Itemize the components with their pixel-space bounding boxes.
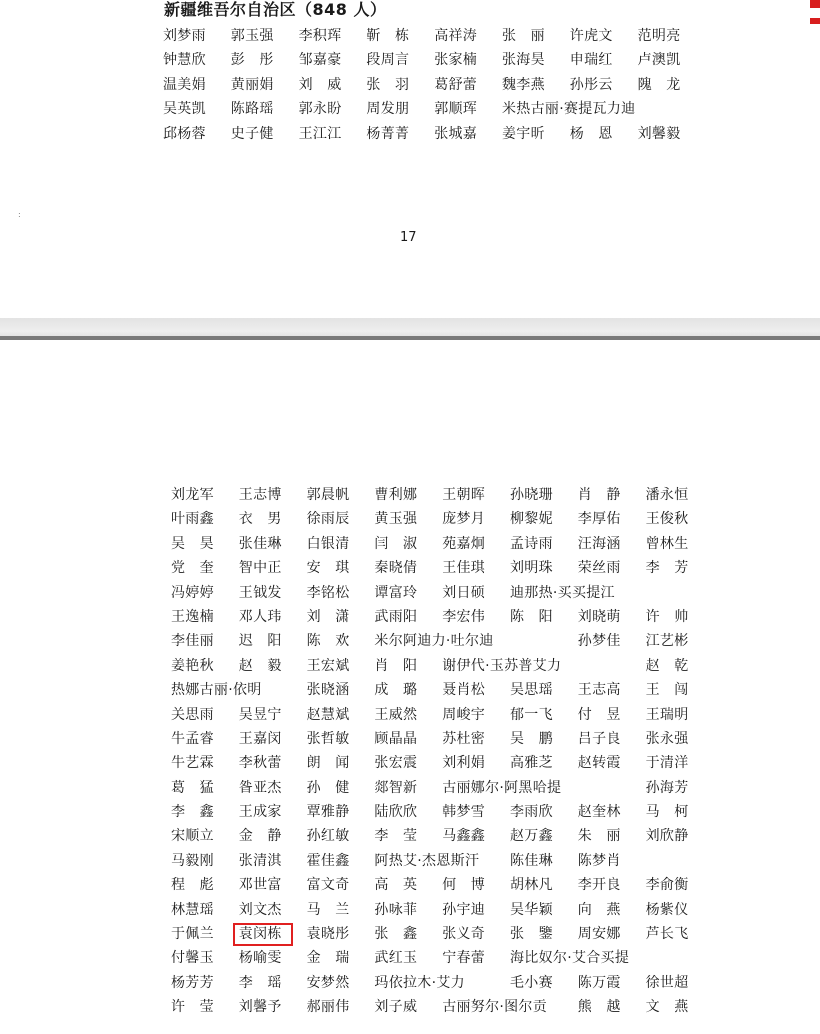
name-entry: 史子健 — [230, 125, 274, 142]
name-entry: 葛 猛 — [171, 779, 214, 796]
name-entry: 李 莹 — [374, 828, 418, 845]
name-entry: 王钺发 — [238, 584, 282, 601]
name-entry: 迪那热·买买提江 — [510, 584, 615, 601]
name-entry: 孙海芳 — [645, 779, 689, 796]
name-row — [171, 507, 731, 531]
name-entry: 米热古丽·赛提瓦力迪 — [502, 101, 636, 118]
name-entry: 王朝晖 — [442, 487, 486, 503]
name-row — [171, 629, 731, 653]
name-entry: 马毅刚 — [171, 852, 214, 869]
name-entry: 武雨阳 — [374, 608, 418, 625]
name-entry: 刘龙军 — [171, 487, 214, 503]
name-entry: 王志博 — [238, 487, 282, 503]
name-entry: 马 兰 — [306, 901, 350, 918]
name-entry: 吕子良 — [577, 730, 621, 747]
name-entry: 高 英 — [374, 877, 418, 894]
name-entry: 段周言 — [366, 52, 410, 69]
name-entry: 高祥涛 — [434, 28, 478, 44]
name-entry: 曹利娜 — [374, 487, 418, 503]
name-entry: 韩梦雪 — [442, 804, 486, 821]
name-entry: 向 燕 — [577, 901, 621, 918]
name-row — [163, 48, 703, 72]
name-entry: 邓人玮 — [238, 608, 282, 625]
name-row — [171, 898, 731, 922]
name-entry: 张清淇 — [238, 852, 282, 869]
name-entry: 张宏震 — [374, 755, 418, 772]
name-entry: 安梦然 — [306, 974, 350, 991]
name-entry: 金 静 — [238, 828, 282, 845]
name-row — [171, 971, 731, 995]
name-entry: 海比奴尔·艾合买提 — [510, 950, 630, 967]
name-entry: 熊 越 — [577, 999, 621, 1016]
name-entry: 张 羽 — [366, 76, 410, 93]
name-entry: 李 瑶 — [238, 974, 282, 991]
name-entry: 周安娜 — [577, 926, 621, 943]
name-entry: 郭玉强 — [230, 28, 274, 44]
name-row — [171, 654, 731, 678]
name-entry: 郁一飞 — [510, 706, 553, 723]
name-entry: 陈路瑶 — [230, 101, 274, 118]
name-entry: 玛依拉木·艾力 — [374, 974, 465, 991]
name-entry: 高雅芝 — [510, 755, 553, 772]
name-entry: 宁春蕾 — [442, 950, 486, 967]
name-entry: 赵奎林 — [577, 804, 621, 821]
name-row — [171, 556, 731, 580]
name-entry: 王逸楠 — [171, 608, 214, 625]
name-entry: 昝亚杰 — [238, 779, 282, 796]
name-entry: 钟慧欣 — [163, 52, 206, 69]
name-entry: 芦长飞 — [645, 926, 689, 943]
name-list-top — [163, 24, 703, 146]
name-entry: 张城嘉 — [434, 125, 478, 142]
name-row — [171, 751, 731, 775]
name-entry: 聂肖松 — [442, 682, 486, 699]
name-row — [171, 995, 731, 1019]
name-entry: 张永强 — [645, 730, 689, 747]
name-row — [163, 73, 703, 97]
name-entry: 刘 潇 — [306, 608, 350, 625]
name-entry: 王佳琪 — [442, 560, 486, 577]
name-entry: 李开良 — [577, 877, 621, 894]
name-entry: 闫 淑 — [374, 535, 418, 552]
name-entry: 吴思瑶 — [510, 682, 553, 699]
name-entry: 许 帅 — [645, 608, 689, 625]
name-entry: 申瑞红 — [569, 52, 613, 69]
name-row — [171, 532, 731, 556]
name-entry: 孙红敏 — [306, 828, 350, 845]
name-entry: 苑嘉炯 — [442, 535, 486, 552]
name-entry: 付 昱 — [577, 706, 621, 723]
name-entry: 毛小赛 — [510, 974, 553, 991]
name-row — [171, 873, 731, 897]
name-entry: 姜宇昕 — [502, 125, 545, 142]
name-entry: 吴昱宁 — [238, 706, 282, 723]
name-entry: 刘晓萌 — [577, 608, 621, 625]
name-entry: 朱 丽 — [577, 828, 621, 845]
name-entry: 叶雨鑫 — [171, 511, 214, 528]
name-entry: 江艺彬 — [645, 633, 689, 650]
name-entry: 谢伊代·玉苏普艾力 — [442, 657, 562, 674]
name-entry: 张 鑒 — [510, 926, 553, 943]
name-entry: 程 彪 — [171, 877, 214, 894]
name-entry: 李雨欣 — [510, 804, 553, 821]
name-entry: 柳黎妮 — [510, 511, 553, 528]
name-entry: 许虎文 — [569, 28, 613, 44]
name-entry: 赵 乾 — [645, 657, 689, 674]
name-entry: 杨紫仪 — [645, 901, 689, 918]
name-entry: 郯智新 — [374, 779, 418, 796]
name-entry: 陈 欢 — [306, 633, 350, 650]
name-entry: 荣丝雨 — [577, 560, 621, 577]
name-entry: 温美娟 — [163, 76, 206, 93]
name-entry: 牛艺霖 — [171, 755, 214, 772]
name-entry: 阿热艾·杰恩斯汗 — [374, 852, 480, 869]
name-entry: 杨菁菁 — [366, 125, 410, 142]
name-row — [171, 605, 731, 629]
name-entry: 邹嘉豪 — [298, 52, 342, 69]
name-entry: 黄丽娟 — [230, 76, 274, 93]
name-entry: 朗 闻 — [306, 755, 350, 772]
name-entry: 郭晨帆 — [306, 487, 350, 503]
name-entry: 孙晓珊 — [510, 487, 553, 503]
document-page-top — [0, 0, 820, 318]
name-entry: 刘 威 — [298, 76, 342, 93]
name-entry: 陈梦肖 — [577, 852, 621, 869]
highlight-box — [233, 923, 293, 946]
name-entry: 王江江 — [298, 125, 342, 142]
name-entry: 孙 健 — [306, 779, 350, 796]
name-entry: 张义奇 — [442, 926, 486, 943]
name-entry: 卢澳凯 — [637, 52, 681, 69]
name-entry: 安 琪 — [306, 560, 350, 577]
name-row — [163, 24, 703, 48]
name-entry: 古丽努尔·图尔贡 — [442, 999, 548, 1016]
name-entry: 刘梦雨 — [163, 28, 206, 44]
name-entry: 孙彤云 — [569, 76, 613, 93]
region-heading: 新疆维吾尔自治区（848 人） — [164, 0, 387, 19]
name-entry: 徐雨辰 — [306, 511, 350, 528]
name-entry: 郝丽伟 — [306, 999, 350, 1016]
name-entry: 于佩兰 — [171, 926, 214, 943]
name-entry: 于清洋 — [645, 755, 689, 772]
name-entry: 吴 鹏 — [510, 730, 553, 747]
name-entry: 关思雨 — [171, 706, 214, 723]
name-entry: 赵转霞 — [577, 755, 621, 772]
name-entry: 靳 栋 — [366, 28, 410, 44]
name-entry: 杨 恩 — [569, 125, 613, 142]
name-entry: 林慧瑶 — [171, 901, 214, 918]
name-entry: 孙梦佳 — [577, 633, 621, 650]
name-entry: 范明亮 — [637, 28, 681, 44]
name-entry: 白银清 — [306, 535, 350, 552]
name-entry: 冯婷婷 — [171, 584, 214, 601]
name-entry: 彭 彤 — [230, 52, 274, 69]
name-entry: 宋顺立 — [171, 828, 214, 845]
name-row — [171, 946, 731, 970]
name-entry: 富文奇 — [306, 877, 350, 894]
name-entry: 李秋蕾 — [238, 755, 282, 772]
name-entry: 周发朋 — [366, 101, 410, 118]
name-entry: 覃雅静 — [306, 804, 350, 821]
name-entry: 张 鑫 — [374, 926, 418, 943]
name-entry: 刘欣静 — [645, 828, 689, 845]
name-entry: 秦晓倩 — [374, 560, 418, 577]
scan-mark: : — [18, 210, 21, 219]
name-entry: 李铭松 — [306, 584, 350, 601]
page-edge-mark — [810, 18, 820, 24]
name-entry: 邱杨蓉 — [163, 125, 206, 142]
name-list-bottom — [171, 483, 731, 1020]
name-entry: 王成家 — [238, 804, 282, 821]
name-entry: 曾林生 — [645, 535, 689, 552]
name-entry: 李 鑫 — [171, 804, 214, 821]
page-number: 17 — [400, 230, 417, 245]
name-entry: 郭永盼 — [298, 101, 342, 118]
name-entry: 赵万鑫 — [510, 828, 553, 845]
name-entry: 文 燕 — [645, 999, 689, 1016]
name-entry: 李俞衡 — [645, 877, 689, 894]
name-entry: 牛孟睿 — [171, 730, 214, 747]
page-edge-mark — [810, 0, 820, 8]
name-entry: 李积珲 — [298, 28, 342, 44]
name-entry: 杨芳芳 — [171, 974, 214, 991]
name-entry: 刘馨予 — [238, 999, 282, 1016]
name-entry: 李厚佑 — [577, 511, 621, 528]
name-entry: 李佳丽 — [171, 633, 214, 650]
name-entry: 邓世富 — [238, 877, 282, 894]
name-entry: 孙宇迪 — [442, 901, 486, 918]
name-entry: 姜艳秋 — [171, 657, 214, 674]
name-entry: 吴 昊 — [171, 535, 214, 552]
name-entry: 孙咏菲 — [374, 901, 418, 918]
name-entry: 霍佳鑫 — [306, 852, 350, 869]
name-entry: 张晓涵 — [306, 682, 350, 699]
name-entry: 孟诗雨 — [510, 535, 553, 552]
name-entry: 付馨玉 — [171, 950, 214, 967]
name-entry: 胡林凡 — [510, 877, 553, 894]
name-row — [171, 849, 731, 873]
name-entry: 陈佳琳 — [510, 852, 553, 869]
name-entry: 张佳琳 — [238, 535, 282, 552]
name-entry: 陈 阳 — [510, 608, 553, 625]
name-entry: 迟 阳 — [238, 633, 282, 650]
name-entry: 周峻宇 — [442, 706, 486, 723]
name-entry: 李 芳 — [645, 560, 689, 577]
highlighted-name-entry: 袁闵栋 — [238, 926, 282, 943]
name-row — [171, 800, 731, 824]
name-entry: 李宏伟 — [442, 608, 486, 625]
name-entry: 马 柯 — [645, 804, 689, 821]
name-entry: 袁晓彤 — [306, 926, 350, 943]
name-entry: 魏李燕 — [502, 76, 545, 93]
name-entry: 刘子威 — [374, 999, 418, 1016]
name-entry: 许 莹 — [171, 999, 214, 1016]
name-entry: 刘文杰 — [238, 901, 282, 918]
name-entry: 赵 毅 — [238, 657, 282, 674]
name-entry: 隗 龙 — [637, 76, 681, 93]
name-entry: 张 丽 — [502, 28, 545, 44]
name-entry: 成 璐 — [374, 682, 418, 699]
name-entry: 吴英凯 — [163, 101, 206, 118]
name-entry: 黄玉强 — [374, 511, 418, 528]
name-row — [163, 97, 703, 121]
name-entry: 热娜古丽·依明 — [171, 682, 262, 699]
name-entry: 张家楠 — [434, 52, 478, 69]
name-entry: 杨喻雯 — [238, 950, 282, 967]
name-row — [171, 483, 731, 507]
name-entry: 刘明珠 — [510, 560, 553, 577]
name-entry: 刘利娟 — [442, 755, 486, 772]
name-entry: 金 瑞 — [306, 950, 350, 967]
name-row — [163, 122, 703, 146]
name-entry: 谭富玲 — [374, 584, 418, 601]
name-entry: 王志高 — [577, 682, 621, 699]
name-entry: 潘永恒 — [645, 487, 689, 503]
name-entry: 徐世超 — [645, 974, 689, 991]
name-row — [171, 703, 731, 727]
name-entry: 马鑫鑫 — [442, 828, 486, 845]
name-entry: 党 奎 — [171, 560, 214, 577]
name-entry: 米尔阿迪力·吐尔迪 — [374, 633, 494, 650]
name-entry: 郭顺珲 — [434, 101, 478, 118]
name-entry: 何 博 — [442, 877, 486, 894]
name-entry: 王嘉闵 — [238, 730, 282, 747]
name-entry: 肖 静 — [577, 487, 621, 503]
name-entry: 张海昊 — [502, 52, 545, 69]
name-row — [171, 727, 731, 751]
name-entry: 汪海涵 — [577, 535, 621, 552]
name-entry: 古丽娜尔·阿黑哈提 — [442, 779, 562, 796]
name-entry: 智中正 — [238, 560, 282, 577]
name-entry: 吴华颖 — [510, 901, 553, 918]
name-entry: 顾晶晶 — [374, 730, 418, 747]
name-entry: 陈万霞 — [577, 974, 621, 991]
name-row — [171, 922, 731, 946]
name-entry: 肖 阳 — [374, 657, 418, 674]
name-entry: 陆欣欣 — [374, 804, 418, 821]
name-entry: 苏杜密 — [442, 730, 486, 747]
name-row — [171, 776, 731, 800]
name-entry: 葛舒蕾 — [434, 76, 478, 93]
name-row — [171, 824, 731, 848]
name-entry: 赵慧斌 — [306, 706, 350, 723]
name-row — [171, 678, 731, 702]
name-entry: 武红玉 — [374, 950, 418, 967]
name-entry: 王俊秋 — [645, 511, 689, 528]
name-entry: 庞梦月 — [442, 511, 486, 528]
name-row — [171, 581, 731, 605]
name-entry: 王威然 — [374, 706, 418, 723]
name-entry: 张哲敏 — [306, 730, 350, 747]
name-entry: 衣 男 — [238, 511, 282, 528]
name-entry: 王 闯 — [645, 682, 689, 699]
name-entry: 王宏斌 — [306, 657, 350, 674]
name-entry: 王瑞明 — [645, 706, 689, 723]
name-entry: 刘馨毅 — [637, 125, 681, 142]
name-entry: 刘日硕 — [442, 584, 486, 601]
